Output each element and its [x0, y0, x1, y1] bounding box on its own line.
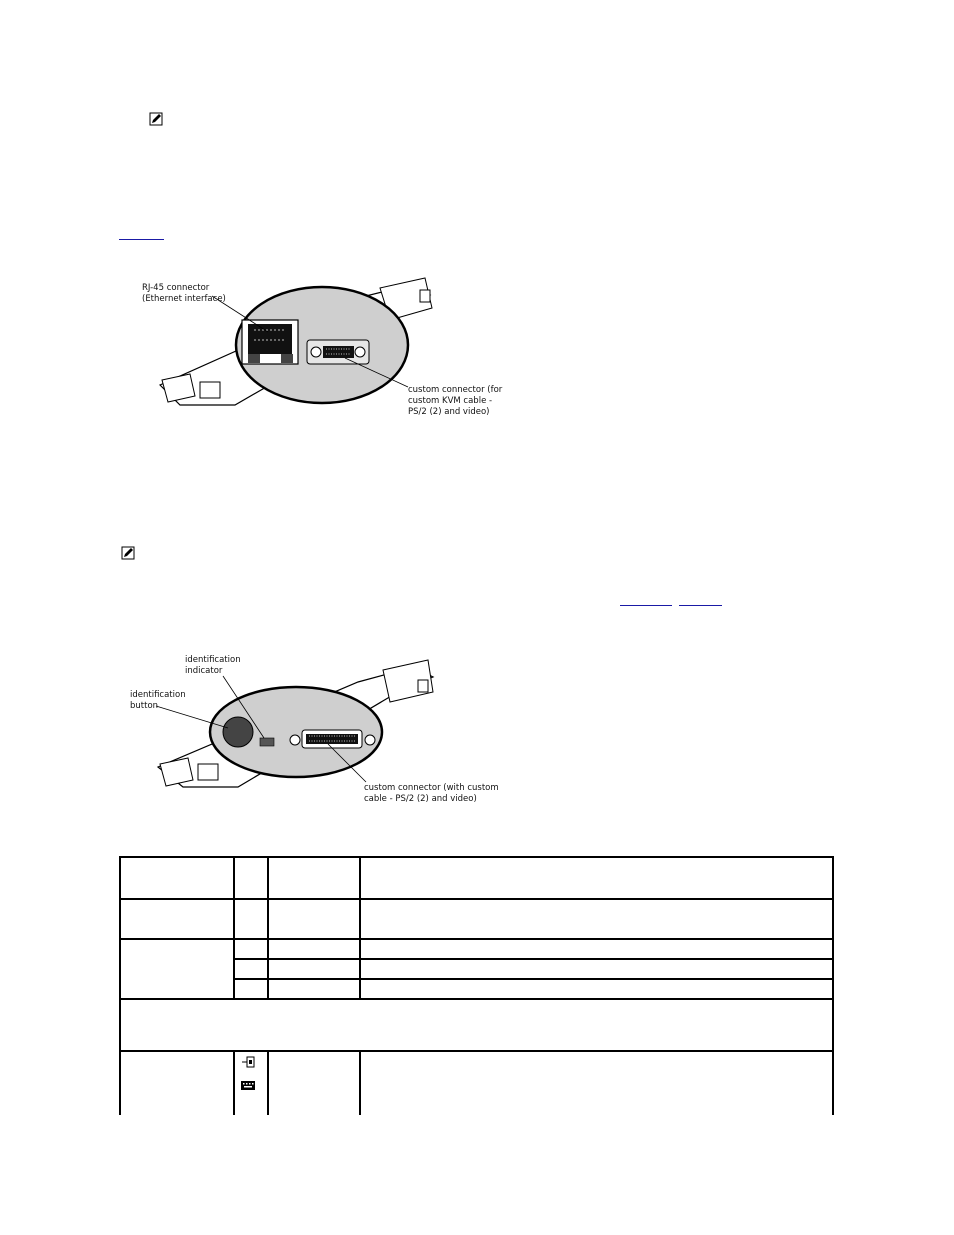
svg-text:(Ethernet interface) — [142, 294, 226, 304]
rj45-callout: RJ-45 connector — [142, 283, 210, 293]
table-row — [120, 999, 833, 1051]
table-cell — [120, 899, 234, 939]
table-cell — [120, 1051, 234, 1115]
table-cell-spanning — [120, 999, 833, 1051]
svg-text:cable - PS/2 (2) and video) — [364, 794, 477, 804]
svg-text:custom KVM cable - — [408, 396, 492, 406]
table-cell — [360, 899, 833, 939]
svg-text:custom connector (for — [408, 385, 503, 395]
hyperlink-ref-a[interactable] — [620, 605, 672, 606]
table-cell — [234, 979, 268, 999]
table-cell — [268, 959, 360, 979]
hyperlink-figure-ref[interactable] — [119, 239, 164, 240]
table-cell — [268, 939, 360, 959]
hyperlink-ref-b[interactable] — [679, 605, 722, 606]
table-header-cell — [120, 857, 234, 899]
figure-identification-button — [128, 652, 499, 807]
custom-cable-callout-2: cable - PS/2 (2) and video) — [364, 794, 477, 804]
table-row — [120, 899, 833, 939]
table-cell — [268, 979, 360, 999]
table-cell — [268, 899, 360, 939]
network-port-icon — [241, 1056, 255, 1068]
identification-button-callout-2: button — [130, 701, 159, 711]
table-cell — [234, 939, 268, 959]
note-pencil-icon — [149, 112, 163, 126]
table-cell — [120, 939, 234, 999]
rj45-callout-sub: (Ethernet interface) — [142, 294, 226, 304]
table-cell — [268, 1051, 360, 1115]
table-row — [120, 1051, 833, 1115]
custom-connector-callout-3: PS/2 (2) and video) — [408, 407, 490, 417]
svg-text:button — [130, 701, 158, 711]
svg-text:identification — [185, 655, 241, 665]
svg-text:identification — [130, 690, 186, 700]
table-cell — [360, 939, 833, 959]
table-header-cell — [268, 857, 360, 899]
identification-button-callout: identification — [130, 690, 186, 700]
table-cell — [360, 979, 833, 999]
svg-text:RJ-45 connector — [142, 283, 210, 293]
table-cell — [234, 899, 268, 939]
table-header-cell — [234, 857, 268, 899]
identification-indicator-callout: identification — [185, 655, 241, 665]
svg-text:custom connector (with custom — [364, 783, 499, 793]
identification-indicator-callout-2: indicator — [185, 666, 223, 676]
table-cell-icons — [234, 1051, 268, 1115]
custom-cable-callout: custom connector (with custom — [364, 783, 499, 793]
svg-text:PS/2 (2) and video) — [408, 407, 489, 417]
table-cell — [360, 1051, 833, 1115]
keyboard-icon — [241, 1081, 255, 1090]
figure-rj45-custom-connector — [140, 270, 503, 420]
custom-connector-callout: custom connector (for — [408, 385, 503, 395]
indicator-table — [119, 856, 834, 1115]
note-pencil-icon — [121, 546, 135, 560]
table-header-cell — [360, 857, 833, 899]
table-row — [120, 857, 833, 899]
table-cell — [360, 959, 833, 979]
table-row — [120, 939, 833, 959]
svg-text:indicator — [185, 666, 223, 676]
table-cell — [234, 959, 268, 979]
custom-connector-callout-2: custom KVM cable - — [408, 396, 493, 406]
